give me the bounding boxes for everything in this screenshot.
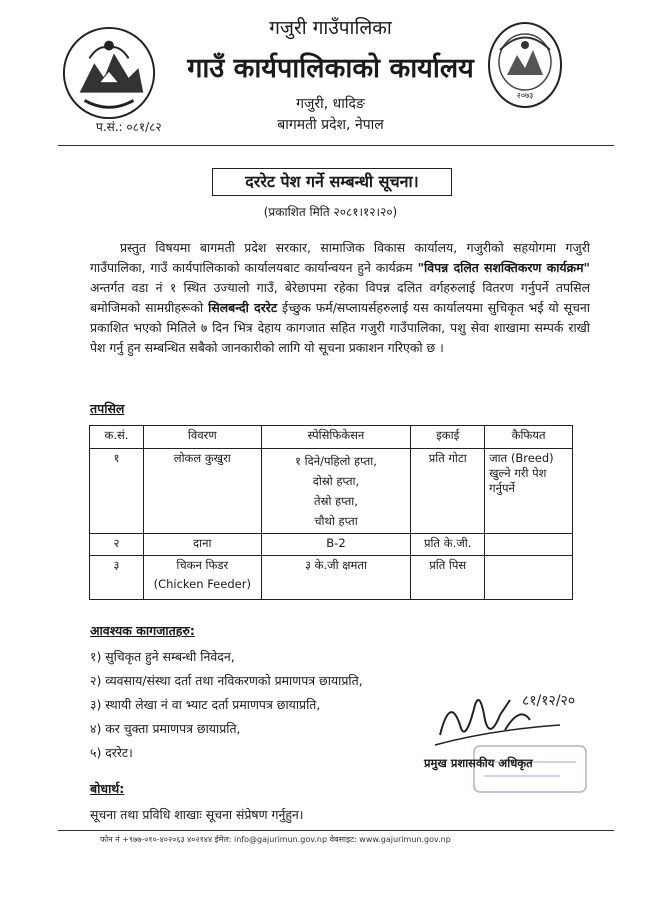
sealed-rate-term: सिलबन्दी दररेट [208,300,278,315]
items-table [89,425,573,600]
spec-line: दोस्रो हप्ता, [312,474,360,488]
table-row [90,534,573,556]
cell-description [143,556,261,600]
required-documents-list [90,645,363,765]
description-np: चिकन फिडर [176,558,229,572]
cell-remarks [485,556,573,600]
cell-unit: प्रति गोटा [411,449,485,534]
col-header-description: विवरण [143,426,261,449]
notice-title: दररेट पेश गर्ने सम्बन्धी सूचना। [212,168,452,196]
bodharth-text: सूचना तथा प्रविधि शाखाः सूचना संप्रेषण गर्नुहुन। [90,807,304,822]
address-line-2: बागमती प्रदेश, नेपाल [277,117,384,133]
header-divider [58,145,614,146]
schedule-heading: तपसिल [90,401,125,416]
list-item: २) व्यवसाय/संस्था दर्ता तथा नविकरणको प्रमाणपत्र छायाप्रति, [90,673,363,688]
cell-remarks: जात (Breed) खुल्ने गरी पेश गर्नुपर्ने [485,449,573,534]
signatory-title: प्रमुख प्रशासकीय अधिकृत [424,756,533,770]
table-header-row [90,426,573,449]
table-row [90,449,573,534]
col-header-unit: इकाई [411,426,485,449]
list-item: ५) दररेट। [90,745,133,760]
footer-divider [58,830,614,831]
spec-line: तेस्रो हप्ता, [314,494,358,508]
org-name: गजुरी गाउँपालिका [269,17,392,39]
reference-number: प.सं.: ०८१/८२ [96,120,162,134]
required-documents-heading: आवश्यक कागजातहरु: [90,623,195,638]
cell-unit: प्रति पिस [411,556,485,600]
office-name: गाउँ कार्यपालिकाको कार्यालय [187,53,474,84]
emblem-year: २०७३ [516,91,534,100]
col-header-specification: स्पेसिफिकेसन [261,426,411,449]
table-row [90,556,573,600]
cell-remarks [485,534,573,556]
body-text-1: प्रस्तुत विषयमा बागमती प्रदेश सरकार, सामाजिक विकास कार्यालय, गजुरीको सहयोगमा गजुरी गाउँपालिका, गाउँ कार्यपालिकाको कार्यालयबाट कार्यान्वयन हुने कार्यक्रम [90,240,590,275]
signature-date: ८१/१२/२० [522,693,576,709]
cell-sn: १ [90,449,144,534]
cell-specification: B-2 [261,534,411,556]
footer-contact: फोन नं +९७७-०१०-४०२०६३ ४०२१४४ ईमेल: info@gajurimun.gov.np वेबसाइट: www.gajurimun.gov.np [100,835,451,844]
list-item: ४) कर चुक्ता प्रमाणपत्र छायाप्रति, [90,721,241,736]
address-line-1: गजुरी, धादिङ [296,96,365,112]
description-en: (Chicken Feeder) [153,577,251,591]
list-item: ३) स्थायी लेखा नं वा भ्याट दर्ता प्रमाणपत्र छायाप्रति, [90,697,321,712]
program-name: "विपन्न दलित सशक्तिकरण कार्यक्रम" [417,260,590,275]
col-header-sn: क.सं. [90,426,144,449]
spec-line: १ दिने/पहिलो हप्ता, [295,454,377,468]
published-date: (प्रकाशित मिति २०८१।१२।२०) [263,205,398,219]
cell-description: दाना [143,534,261,556]
spec-line: चौथो हप्ता [314,514,358,528]
cell-unit: प्रति के.जी. [411,534,485,556]
body-text-3: ईच्छुक फर्म/सप्लायर्सहरुलाई यस कार्यालयमा सुचिकृत भई यो सूचना प्रकाशित भएको मितिले ७ दिन भित्र देहाय कागजात सहित गजुरी गाउँपालिका, पशु सेवा शाखामा सम्पर्क राखी पेश गर्नु हुन सम्बन्धित सबैको जानकारीको लागि यो सूचना प्रकाशन गरिएको छ । [90,300,591,355]
cell-description: लोकल कुखुरा [143,449,261,534]
notice-body [90,238,590,358]
list-item: १) सुचिकृत हुने सम्बन्धी निवेदन, [90,649,235,664]
cell-specification [261,449,411,534]
cell-specification: ३ के.जी क्षमता [261,556,411,600]
cell-sn: २ [90,534,144,556]
col-header-remarks: कैफियत [485,426,573,449]
bodharth-heading: बोधार्थ: [90,781,125,796]
body-text-2: अन्तर्गत वडा नं १ स्थित उज्यालो गाउँ, बेरेछापमा रहेका विपन्न दलित वर्गहरुलाई वितरण गर्नुपर्ने तपसिल बमोजिमको सामग्रीहरूको [90,280,590,315]
cell-sn: ३ [90,556,144,600]
